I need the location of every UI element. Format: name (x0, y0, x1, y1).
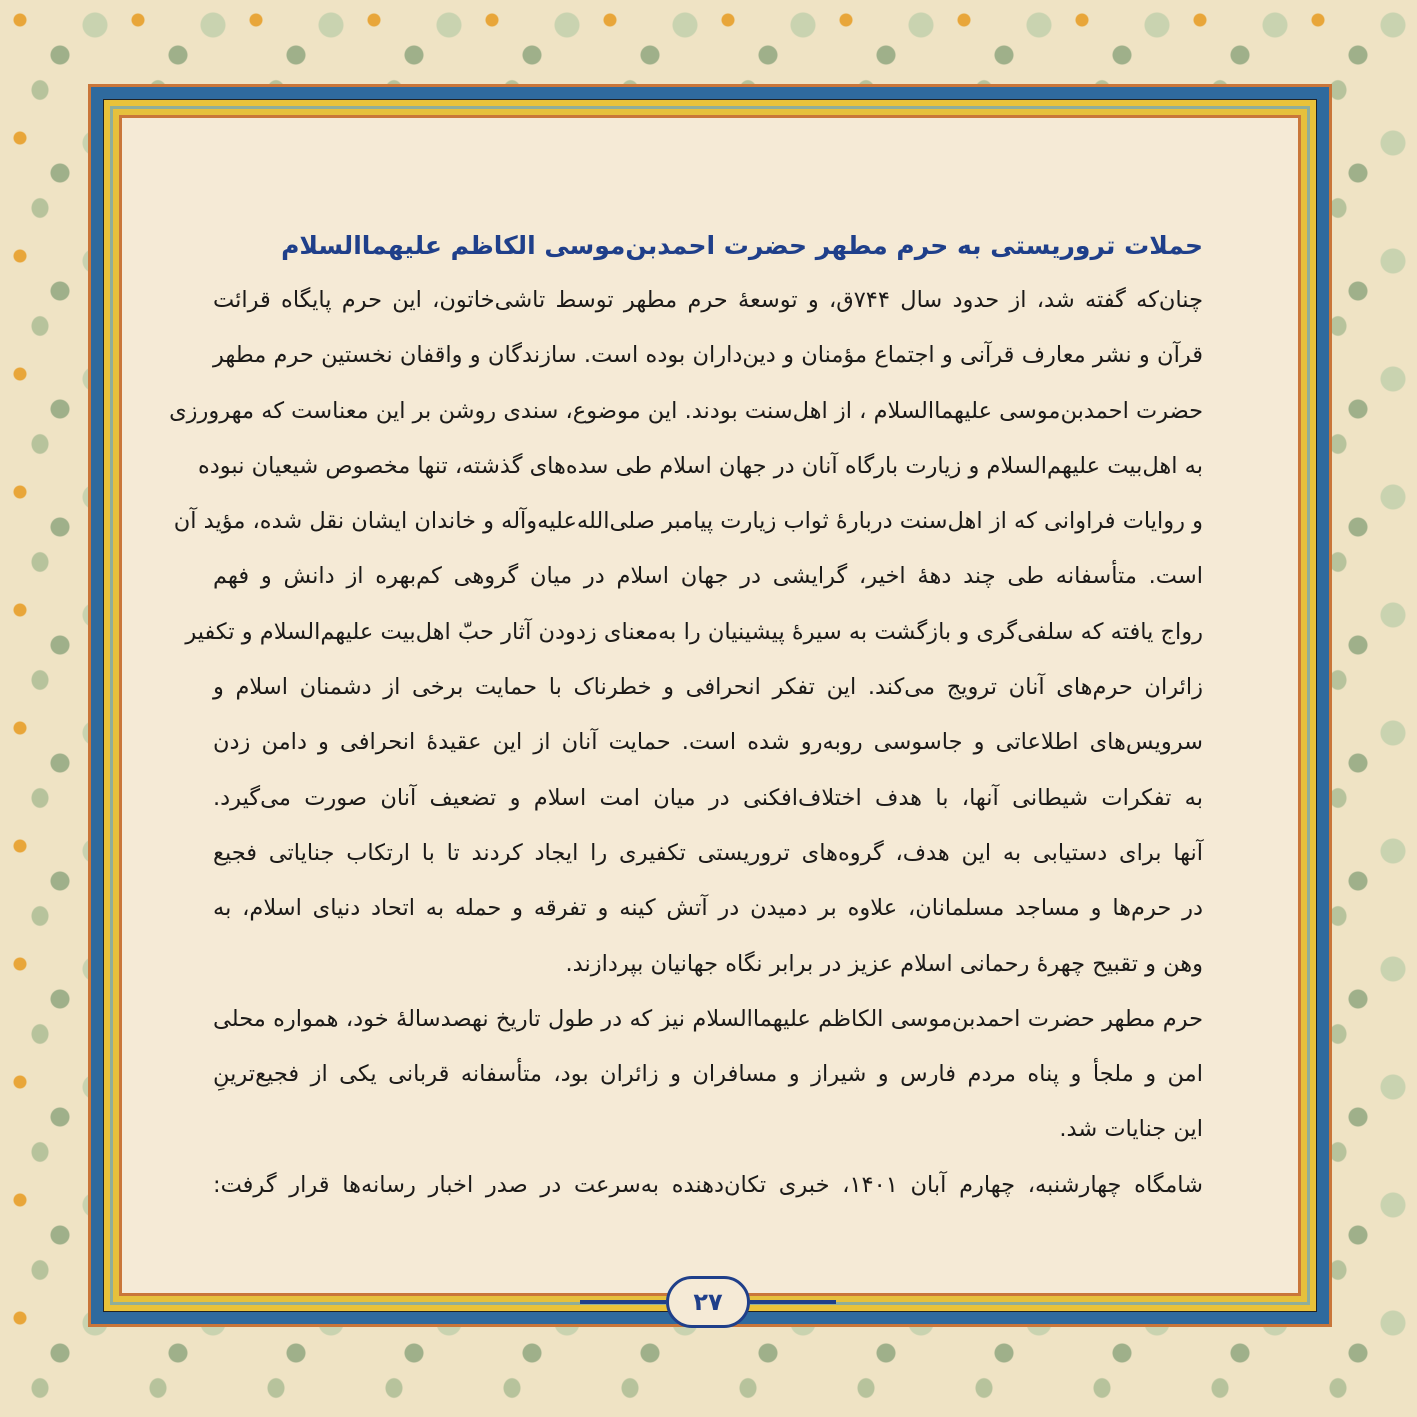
ornament-line-right (750, 1300, 836, 1304)
paragraph-line: امن و ملجأ و پناه مردم فارس و شیراز و مسافران و زائران بود، متأسفانه قربانی یکی از فجیع‌ترینِ (213, 1061, 1203, 1088)
paragraph-line: و روایات فراوانی که از اهل‌سنت دربارهٔ ثواب زیارت پیامبر صلی‌الله‌علیه‌وآله و خاندان ایشان نقل شده، مؤید آن (173, 508, 1203, 535)
paragraph-line: به تفکرات شیطانی آنها، با هدف اختلاف‌افکنی در میان امت اسلام و تضعیف آنان صورت می‌گیرد. (213, 784, 1203, 811)
paragraph-line: است. متأسفانه طی چند دههٔ اخیر، گرایشی در جهان اسلام در میان گروهی کم‌بهره از دانش و فهم (213, 563, 1203, 590)
section-heading: حملات تروریستی به حرم مطهر حضرت احمدبن‌موسی الکاظم علیهما‌السلام (281, 231, 1203, 260)
paragraph-line: به اهل‌بیت علیهم‌السلام و زیارت بارگاه آنان در جهان اسلام طی سده‌های گذشته، تنها مخصوص شیعیان نبوده (197, 452, 1203, 479)
paragraph-line: رواج یافته که سلفی‌گری و بازگشت به سیرهٔ پیشینیان را به‌معنای زدودن آثار حبّ اهل‌بیت علیهم‌السلام و تکفیر (185, 618, 1203, 645)
paragraph-line: قرآن و نشر معارف قرآنی و اجتماع مؤمنان و دین‌داران بوده است. سازندگان و واقفان نخستین حرم مطهر (213, 342, 1203, 369)
paragraph-line: این جنایات شد. (1059, 1116, 1203, 1143)
ornament-line-left (580, 1300, 666, 1304)
paragraph-line: آنها برای دستیابی به این هدف، گروه‌های تروریستی تکفیری را ایجاد کردند تا با ارتکاب جنایاتی فجیع (213, 839, 1203, 866)
paragraph-line: حضرت احمدبن‌موسی علیهما‌السلام ، از اهل‌سنت بودند. این موضوع، سندی روشن بر این معناست که مهرورزی (169, 397, 1203, 424)
page-number: ۲۷ (666, 1276, 750, 1328)
paragraph-line: سرویس‌های اطلاعاتی و جاسوسی روبه‌رو شده است. حمایت آنان از این عقیدهٔ انحرافی و دامن زدن (213, 729, 1203, 756)
paragraph-line: وهن و تقبیح چهرهٔ رحمانی اسلام عزیز در برابر نگاه جهانیان بپردازند. (565, 950, 1203, 977)
paragraph-line: حرم مطهر حضرت احمدبن‌موسی الکاظم علیهما‌السلام نیز که در طول تاریخ نهصدسالهٔ خود، همواره محلی (213, 1005, 1203, 1032)
paragraph-line: چنان‌که گفته شد، از حدود سال ۷۴۴ق، و توسعهٔ حرم مطهر توسط تاشی‌خاتون، این حرم پایگاه قرائت (213, 287, 1203, 313)
paragraph-line: در حرم‌ها و مساجد مسلمانان، علاوه بر دمیدن در آتش کینه و تفرقه و حمله به اتحاد دنیای اسلام، به (213, 895, 1203, 922)
paragraph-line: زائران حرم‌های آنان ترویج می‌کند. این تفکر انحرافی و خطرناک با حمایت برخی از دشمنان اسلام و (213, 674, 1203, 701)
page-number-ornament (580, 1276, 836, 1328)
paragraph-line: شامگاه چهارشنبه، چهارم آبان ۱۴۰۱، خبری تکان‌دهنده به‌سرعت در صدر اخبار رسانه‌ها قرار گرفت: (213, 1171, 1203, 1198)
article-body (169, 218, 1203, 1213)
